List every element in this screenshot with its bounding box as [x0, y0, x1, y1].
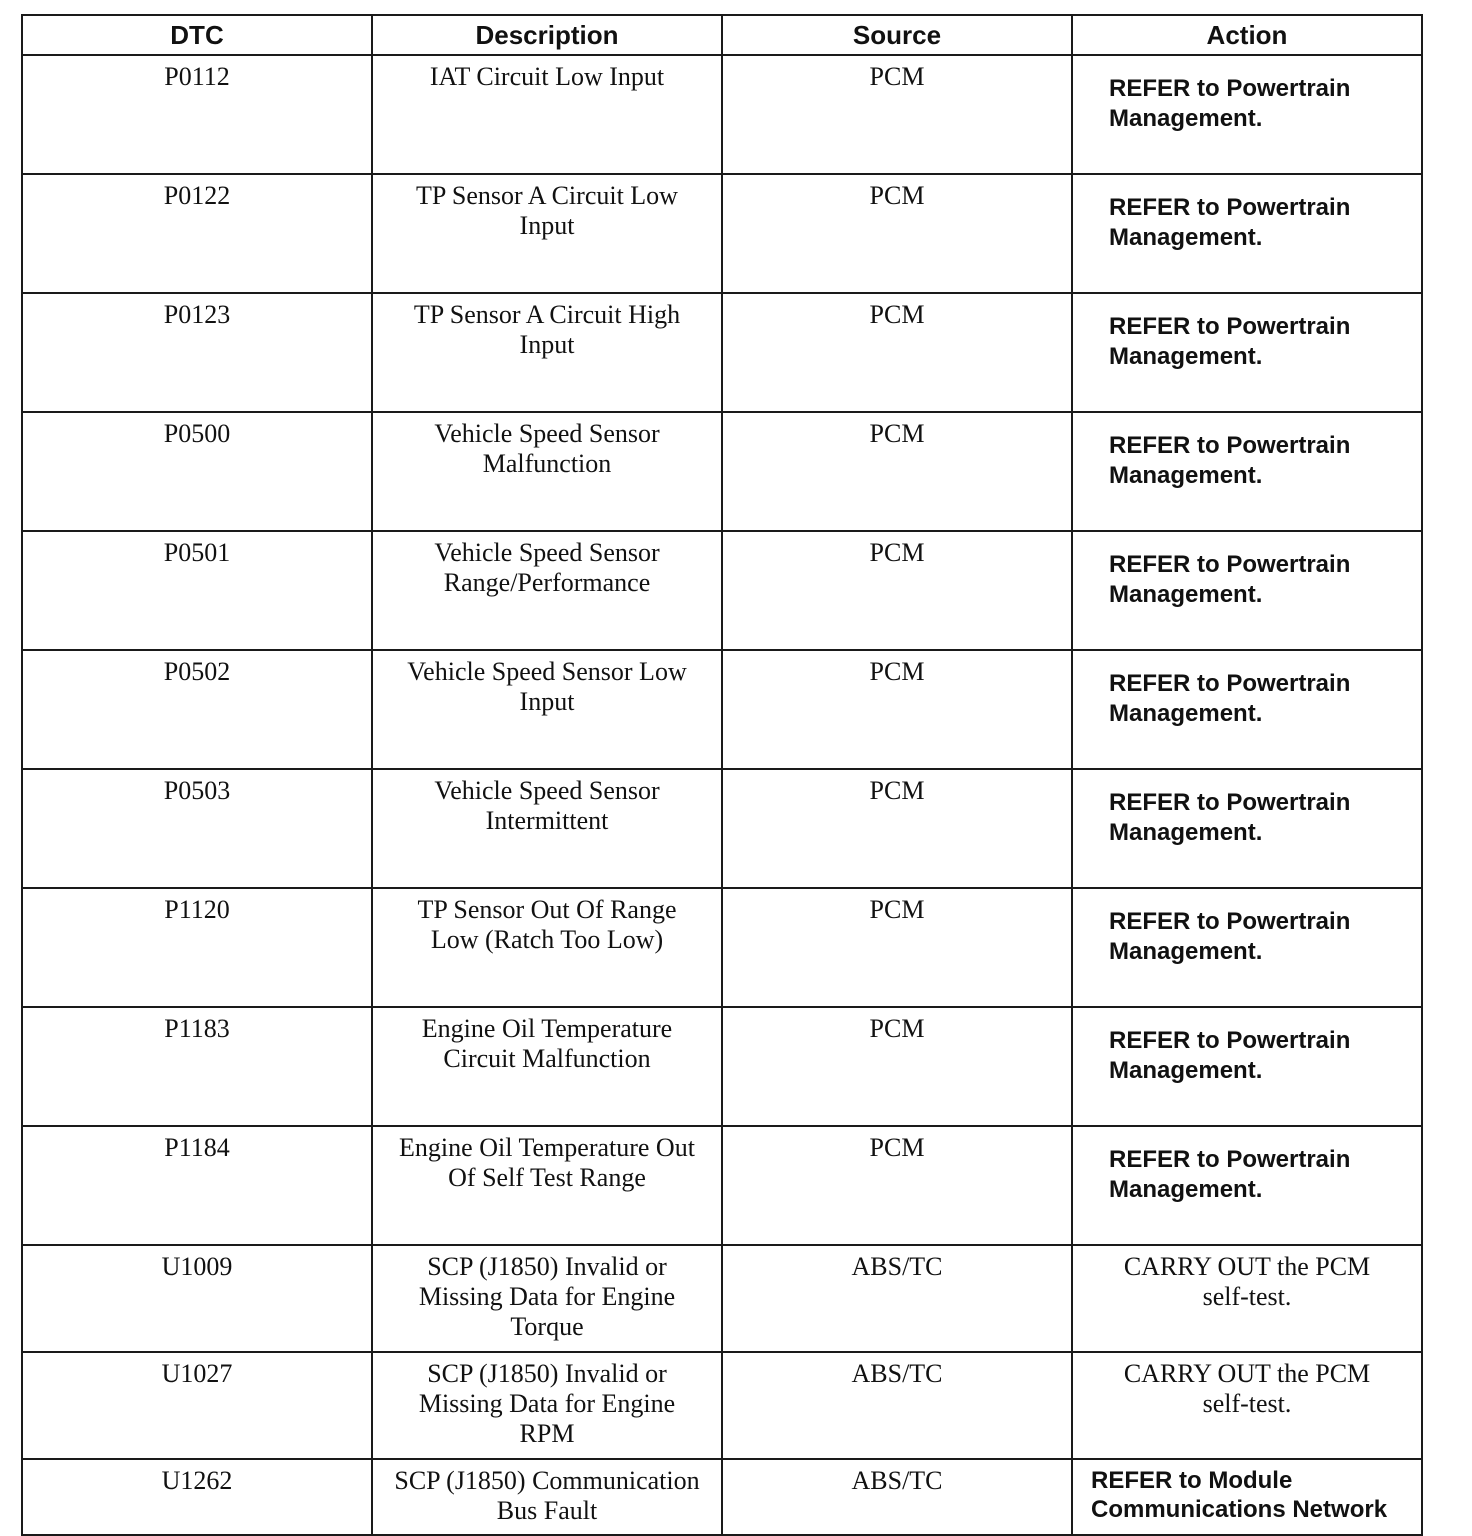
table-header-row [22, 15, 1422, 55]
header-source: Source [722, 15, 1072, 55]
action-line: CARRY OUT the PCM [1123, 1359, 1371, 1388]
action-line: Management. [1109, 1176, 1263, 1203]
action-line: CARRY OUT the PCM [1123, 1252, 1371, 1281]
description-line: Input [519, 330, 575, 359]
action-line: Management. [1109, 819, 1263, 846]
description-line: Vehicle Speed Sensor [434, 419, 660, 448]
dtc-code-cell: P0502 [22, 650, 372, 769]
action-line: REFER to Powertrain [1109, 313, 1351, 340]
description-line: Missing Data for Engine [418, 1282, 676, 1311]
header-dtc: DTC [22, 15, 372, 55]
table-row [22, 1126, 1422, 1245]
dtc-code-cell: P0500 [22, 412, 372, 531]
header-action: Action [1072, 15, 1422, 55]
source-cell: PCM [722, 1007, 1072, 1126]
dtc-code-cell: P1120 [22, 888, 372, 1007]
action-line: REFER to Powertrain [1109, 1027, 1351, 1054]
source-cell: ABS/TC [722, 1245, 1072, 1352]
description-line: IAT Circuit Low Input [429, 62, 665, 91]
description-cell [372, 55, 722, 174]
action-line: REFER to Powertrain [1109, 1146, 1351, 1173]
description-cell [372, 531, 722, 650]
action-cell [1072, 888, 1422, 1007]
action-line: REFER to Powertrain [1109, 789, 1351, 816]
description-line: RPM [519, 1419, 575, 1448]
action-line: Management. [1109, 105, 1263, 132]
action-cell [1072, 1245, 1422, 1352]
action-line: REFER to Powertrain [1109, 670, 1351, 697]
description-line: SCP (J1850) Communication [394, 1466, 700, 1495]
action-line: Management. [1109, 700, 1263, 727]
description-line: Range/Performance [443, 568, 651, 597]
source-cell: PCM [722, 174, 1072, 293]
description-cell [372, 174, 722, 293]
description-line: Circuit Malfunction [443, 1044, 651, 1073]
dtc-code-cell: P1183 [22, 1007, 372, 1126]
source-cell: PCM [722, 769, 1072, 888]
header-description: Description [372, 15, 722, 55]
description-cell [372, 293, 722, 412]
source-cell: PCM [722, 293, 1072, 412]
action-line: REFER to Powertrain [1109, 551, 1351, 578]
table-row [22, 1007, 1422, 1126]
table-row [22, 650, 1422, 769]
action-line: Management. [1109, 938, 1263, 965]
table-row [22, 1352, 1422, 1459]
description-cell [372, 1126, 722, 1245]
table-row [22, 412, 1422, 531]
description-line: Engine Oil Temperature [421, 1014, 673, 1043]
description-cell [372, 769, 722, 888]
source-cell: ABS/TC [722, 1352, 1072, 1459]
action-cell [1072, 769, 1422, 888]
dtc-code-cell: U1262 [22, 1459, 372, 1535]
table-row [22, 1459, 1422, 1535]
description-line: Vehicle Speed Sensor [434, 776, 660, 805]
source-cell: PCM [722, 412, 1072, 531]
action-cell [1072, 293, 1422, 412]
description-line: TP Sensor A Circuit Low [416, 181, 678, 210]
description-line: TP Sensor Out Of Range [417, 895, 677, 924]
source-cell: ABS/TC [722, 1459, 1072, 1535]
table-row [22, 1245, 1422, 1352]
action-line: Management. [1109, 224, 1263, 251]
action-line: Communications Network [1091, 1496, 1388, 1523]
description-line: Intermittent [485, 806, 609, 835]
description-line: Missing Data for Engine [418, 1389, 676, 1418]
action-line: REFER to Powertrain [1109, 908, 1351, 935]
source-cell: PCM [722, 650, 1072, 769]
dtc-code-cell: P1184 [22, 1126, 372, 1245]
action-cell [1072, 412, 1422, 531]
dtc-code-cell: P0122 [22, 174, 372, 293]
description-line: Low (Ratch Too Low) [430, 925, 664, 954]
description-cell [372, 1245, 722, 1352]
description-line: Vehicle Speed Sensor Low [407, 657, 687, 686]
description-cell [372, 1007, 722, 1126]
description-line: Of Self Test Range [448, 1163, 646, 1192]
action-cell [1072, 1352, 1422, 1459]
description-cell [372, 412, 722, 531]
action-line: REFER to Powertrain [1109, 75, 1351, 102]
action-cell [1072, 531, 1422, 650]
action-cell [1072, 1126, 1422, 1245]
table-row [22, 888, 1422, 1007]
dtc-code-cell: P0503 [22, 769, 372, 888]
table-row [22, 769, 1422, 888]
action-line: REFER to Module [1091, 1467, 1293, 1494]
action-cell [1072, 1007, 1422, 1126]
action-line: Management. [1109, 1057, 1263, 1084]
description-line: Torque [510, 1312, 584, 1341]
action-cell [1072, 55, 1422, 174]
action-line: REFER to Powertrain [1109, 194, 1351, 221]
description-line: TP Sensor A Circuit High [413, 300, 681, 329]
action-line: self-test. [1202, 1389, 1292, 1418]
action-line: Management. [1109, 462, 1263, 489]
dtc-code-cell: P0112 [22, 55, 372, 174]
action-line: Management. [1109, 343, 1263, 370]
dtc-code-cell: U1027 [22, 1352, 372, 1459]
table-row [22, 531, 1422, 650]
table-row [22, 293, 1422, 412]
dtc-code-cell: U1009 [22, 1245, 372, 1352]
dtc-code-cell: P0123 [22, 293, 372, 412]
action-cell [1072, 650, 1422, 769]
description-cell [372, 1352, 722, 1459]
description-line: SCP (J1850) Invalid or [427, 1359, 667, 1388]
source-cell: PCM [722, 531, 1072, 650]
action-cell [1072, 1459, 1422, 1535]
description-cell [372, 888, 722, 1007]
source-cell: PCM [722, 888, 1072, 1007]
table-body [22, 55, 1422, 1535]
source-cell: PCM [722, 55, 1072, 174]
dtc-table [21, 14, 1423, 1536]
description-cell [372, 650, 722, 769]
description-line: Input [519, 211, 575, 240]
description-line: Bus Fault [496, 1496, 598, 1525]
description-line: Engine Oil Temperature Out [399, 1133, 695, 1162]
description-line: Input [519, 687, 575, 716]
action-line: Management. [1109, 581, 1263, 608]
action-line: REFER to Powertrain [1109, 432, 1351, 459]
description-cell [372, 1459, 722, 1535]
action-line: self-test. [1202, 1282, 1292, 1311]
description-line: Malfunction [482, 449, 612, 478]
source-cell: PCM [722, 1126, 1072, 1245]
description-line: SCP (J1850) Invalid or [427, 1252, 667, 1281]
table-row [22, 174, 1422, 293]
table-row [22, 55, 1422, 174]
dtc-code-cell: P0501 [22, 531, 372, 650]
action-cell [1072, 174, 1422, 293]
description-line: Vehicle Speed Sensor [434, 538, 660, 567]
